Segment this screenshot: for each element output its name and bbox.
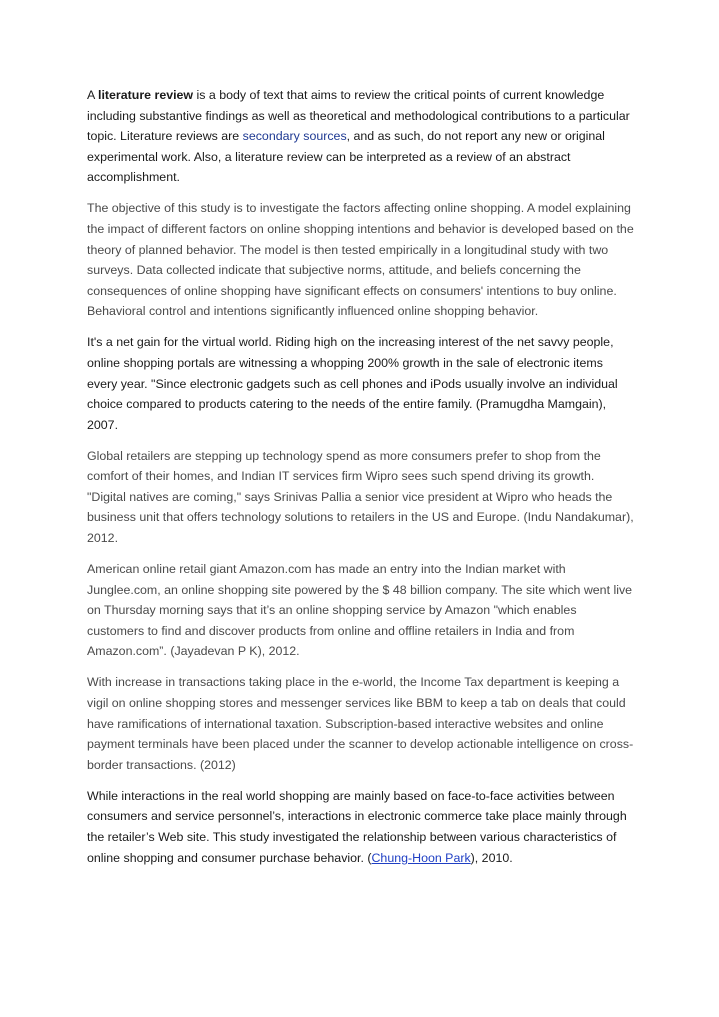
- paragraph-literature-review: [87, 85, 635, 188]
- secondary-sources-link[interactable]: secondary sources: [242, 129, 347, 144]
- p1-text-c: , and as such, do not report any new or original experimental work. Also, a literature review can be interpreted as a review of an abstract accomplishment.: [87, 129, 605, 185]
- chung-hoon-park-link[interactable]: Chung-Hoon Park: [371, 850, 471, 865]
- paragraph-income-tax: With increase in transactions taking place in the e-world, the Income Tax department is keeping a vigil on online shopping stores and messenger services like BBM to keep a tab on deals that could have ramifications of international taxation. Subscription-based interactive websites and online payment terminals have been placed under the scanner to develop actionable intelligence on cross-border transactions. (2012): [87, 675, 634, 772]
- paragraph-study-objective: The objective of this study is to investigate the factors affecting online shopping. A model explaining the impact of different factors on online shopping intentions and behavior is developed based on the theory of planned behavior. The model is then tested empirically in a longitudinal study with two surveys. Data collected indicate that subjective norms, attitude, and beliefs concerning the consequences of online shopping have significant effects on consumers' intentions to buy online. Behavioral control and intentions significantly influenced online shopping behavior.: [87, 201, 634, 319]
- paragraph-virtual-world: It's a net gain for the virtual world. Riding high on the increasing interest of the net savvy people, online shopping portals are witnessing a whopping 200% growth in the sale of electronic items every year. "Since electronic gadgets such as cell phones and iPods usually involve an individual choice compared to products catering to the needs of the entire family. (Pramugdha Mamgain), 2007.: [87, 335, 618, 432]
- document-body: [87, 85, 635, 879]
- paragraph-global-retailers: Global retailers are stepping up technology spend as more consumers prefer to shop from the comfort of their homes, and Indian IT services firm Wipro sees such spend driving its growth. "Digital natives are coming," says Srinivas Pallia a senior vice president at Wipro who heads the business unit that offers technology solutions to retailers in the US and Europe. (Indu Nandakumar), 2012.: [87, 448, 634, 546]
- paragraph-interactions: [87, 786, 635, 868]
- p7-text-b: ), 2010.: [470, 850, 513, 865]
- p7-text-a: While interactions in the real world shopping are mainly based on face-to-face activities between consumers and service personnel’s, interactions in electronic commerce take place mainly through the retailer’s Web site. This study investigated the relationship between various characteristics of online shopping and consumer purchase behavior. (: [87, 788, 627, 865]
- p1-text-b: is a body of text that aims to review the critical points of current knowledge including substantive findings as well as theoretical and methodological contributions to a particular topic. Literature reviews are: [87, 88, 630, 144]
- p1-text-a: A: [87, 88, 99, 102]
- term-literature-review: literature review: [98, 88, 194, 102]
- paragraph-amazon-junglee: American online retail giant Amazon.com has made an entry into the Indian market with Junglee.com, an online shopping site powered by the $ 48 billion company. The site which went live on Thursday morning says that it’s an online shopping service by Amazon "which enables customers to find and discover products from online and offline retailers in India and from Amazon.com”. (Jayadevan P K), 2012.: [87, 562, 633, 659]
